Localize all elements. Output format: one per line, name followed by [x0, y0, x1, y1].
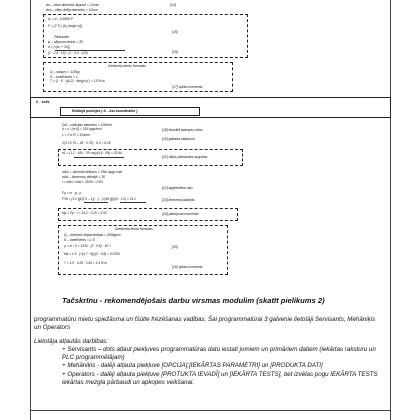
- list-item: + Servisants – dots atļaut piekļuves programmatūras datu iestati jomiem un primāriem datiem (iekārtas raksturu un PLC programmētājam): [62, 346, 376, 361]
- formula: FTA = (1.2·ḡ)/(1.5 – 1)(…) · (√(40·ḡ))/(4 · 1.5) = 14.2: [62, 197, 136, 201]
- fraction-line: [74, 157, 124, 158]
- bottom-rule: [30, 410, 391, 411]
- page-right-border: [390, 0, 391, 420]
- text-line: nAd – ātrumoss dzinējā = 30: [62, 175, 106, 179]
- text-line: K – koeficients = 1.5: [64, 238, 95, 242]
- reference: [21] vājas pārbaudes augstmu: [162, 155, 208, 159]
- text-line: Q – sasprs = 120kg: [50, 70, 80, 74]
- section-heading: Tačskrīnu - rekomendējošais darbu virsmas modulim (skatīt pielikums 2): [62, 296, 325, 305]
- formula: d₂ = d – 0.6495·P: [48, 17, 73, 21]
- box-title: Dzelzceļa lemtu formulas: [108, 64, 146, 68]
- formula: σ = (√(σ² + 3τ²)): [48, 45, 71, 49]
- reference: [20] gabarta atšķirumi: [162, 137, 195, 141]
- formula: ρ = m / V = 1200 · (2 · 0.8) · 10⁻³: [64, 244, 111, 248]
- reference: [24] pabrijuma momentu: [162, 212, 199, 216]
- formula: T = Q · K · (d₂/2) · tan(ψ+ρ') = 1.5 N·m: [50, 79, 105, 83]
- formula: F = (2·T) / (d₂·tan(ψ+ρ')): [48, 24, 83, 28]
- reference: [19]: [172, 50, 178, 54]
- reference: [14]: [170, 3, 176, 7]
- label: Pārbaude: [54, 35, 69, 39]
- text-line: φ – slīpuma leņķis = 30: [48, 40, 83, 44]
- paragraph: programmatūru mietu spiežāsma un fšūlte frézēšanas vadības. Šai programmatūrai 3 galvenie lietotāji Servisants, Mehāniķis un Operators: [34, 316, 376, 331]
- reference: [26] vptika momentu: [172, 265, 203, 269]
- list-item: + Operators - dalēji atļauta piekļuve [PROTUKTA IEVADĪ] un [IEKĀRTA TESTS], bet izvēlas pogu IEKĀRTA TESTS iekārtas mezgla pārbaudi un apkopes veikšanai.: [62, 371, 378, 386]
- formula: n = v / (π·D) = 318 apgr/min: [62, 127, 102, 131]
- paragraph-title: Lietotāja atļautās darbības:: [34, 338, 108, 345]
- fraction-line: [84, 202, 108, 203]
- formula: (1 · 2.5 · 15) · (1 · 3.3 · 120): [48, 51, 88, 55]
- list-item: + Mehāniķis - dalēji atļauta piekļuve [OPCIJA];[IEKĀRTAS PARAMETRI] un [PRODUKTA DATI]: [62, 362, 323, 369]
- text-line: dn – vītņu diametrs ārpusē = 12mm: [46, 3, 100, 7]
- text-line: dvv – vītņu ārējā diametrs = 10mm: [46, 8, 98, 12]
- formula: n1 = (1.2 · 160 · 76·cos)/(4.8 · 84) = 20.94: [62, 151, 122, 155]
- reference: [22] apgriezienu aku: [162, 186, 193, 190]
- text-line: K – koeficients = 1: [50, 75, 78, 79]
- page-left-border: [30, 0, 31, 420]
- reference: [18] formātā apkopes ceļos: [162, 128, 203, 132]
- fraction-line: [120, 202, 146, 203]
- text-line: Q – blokveis šķipurvielbas = 400kg/m³: [64, 233, 122, 237]
- reference: [23] freimeņa pabrijās: [162, 198, 195, 202]
- formula: Mρ = Fρ · r = 14.2 · 0.25 = 3.55: [62, 211, 107, 215]
- box-title: Dzelzceļa lemtu formulas: [115, 227, 153, 231]
- text-line: DA – rotācijas diametrs = 100mm: [62, 123, 113, 127]
- formula: L = 2·π·R = 314mm: [62, 133, 90, 137]
- section-label: 6 – solis: [36, 100, 50, 104]
- formula: T = 1.5 · 0.26 · 2.64 = 1.4 N·m: [64, 261, 108, 265]
- reference: [17] vptika momentu: [172, 85, 203, 89]
- formula: i = nAm / nAd = 25/30 = 0.83: [62, 180, 103, 184]
- reference: [25]: [172, 245, 178, 249]
- reference: [16]: [172, 30, 178, 34]
- formula: Mk = 1.5 · (√(4.7 · 8))/(2 · 0.8) = 0.0256: [64, 252, 120, 256]
- formula: V(1·10·76 – 45 · 0.75) · 8.5 = 6.28: [62, 141, 111, 145]
- section-title: Rotācija pozīcijas ( A – ass koordinātes ): [72, 109, 138, 113]
- text-line: nAm – akcents lieltums = 25m apgr./min: [62, 170, 123, 174]
- formula: Fρ = m · g · μ: [62, 191, 82, 195]
